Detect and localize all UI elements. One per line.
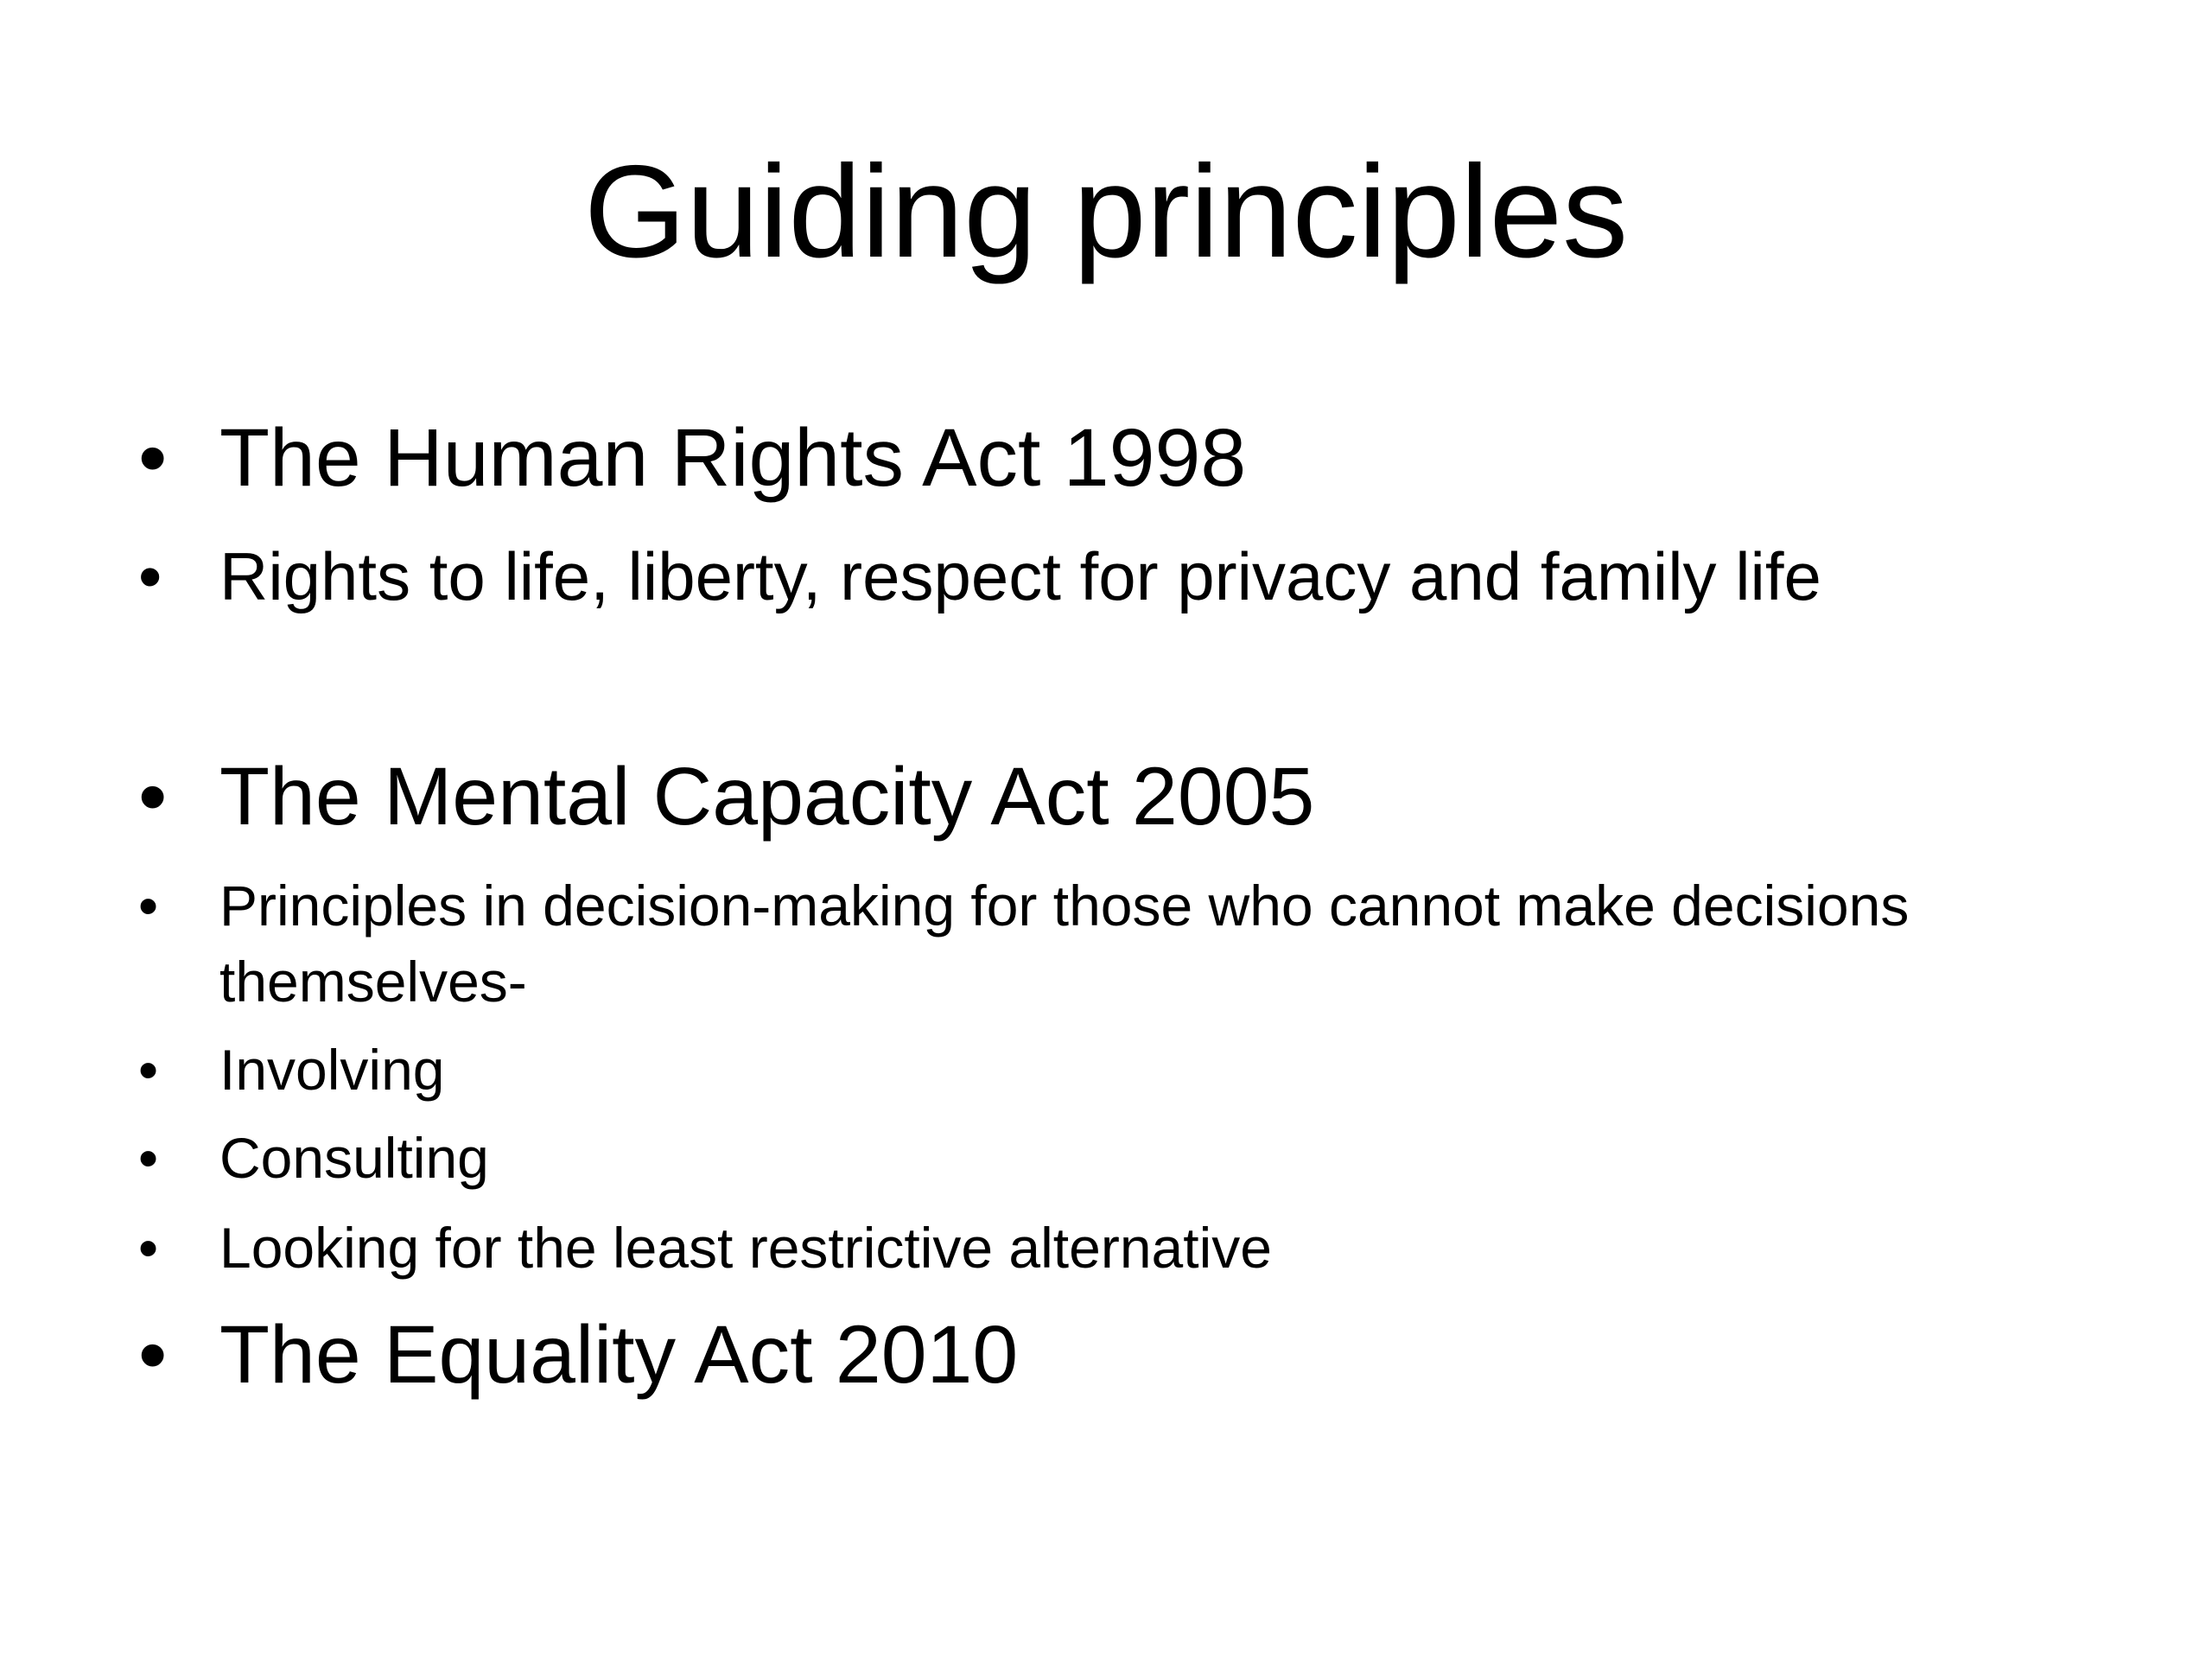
bullet-text: The Human Rights Act 1998 [219,412,1247,504]
bullet-text: Rights to life, liberty, respect for privacy and family life [219,538,1821,614]
bullet-dot: • [138,1038,159,1102]
slide-title: Guiding principles [583,138,1629,285]
bullet-text: Principles in decision-making for those who cannot make decisions themselves- [219,874,1910,1014]
bullet-dot: • [138,1216,159,1280]
bullet-text: The Mental Capacity Act 2005 [219,751,1315,842]
bullet-text: Looking for the least restrictive alternative [219,1216,1272,1280]
bullet-dot: • [138,538,162,614]
bullet-text: Consulting [219,1126,489,1190]
bullet-dot: • [138,412,168,504]
bullet-text: Involving [219,1038,445,1102]
bullet-dot: • [138,874,159,938]
bullet-dot: • [138,751,168,842]
bullet-dot: • [138,1309,168,1401]
bullet-text: The Equality Act 2010 [219,1309,1019,1401]
bullet-dot: • [138,1126,159,1190]
